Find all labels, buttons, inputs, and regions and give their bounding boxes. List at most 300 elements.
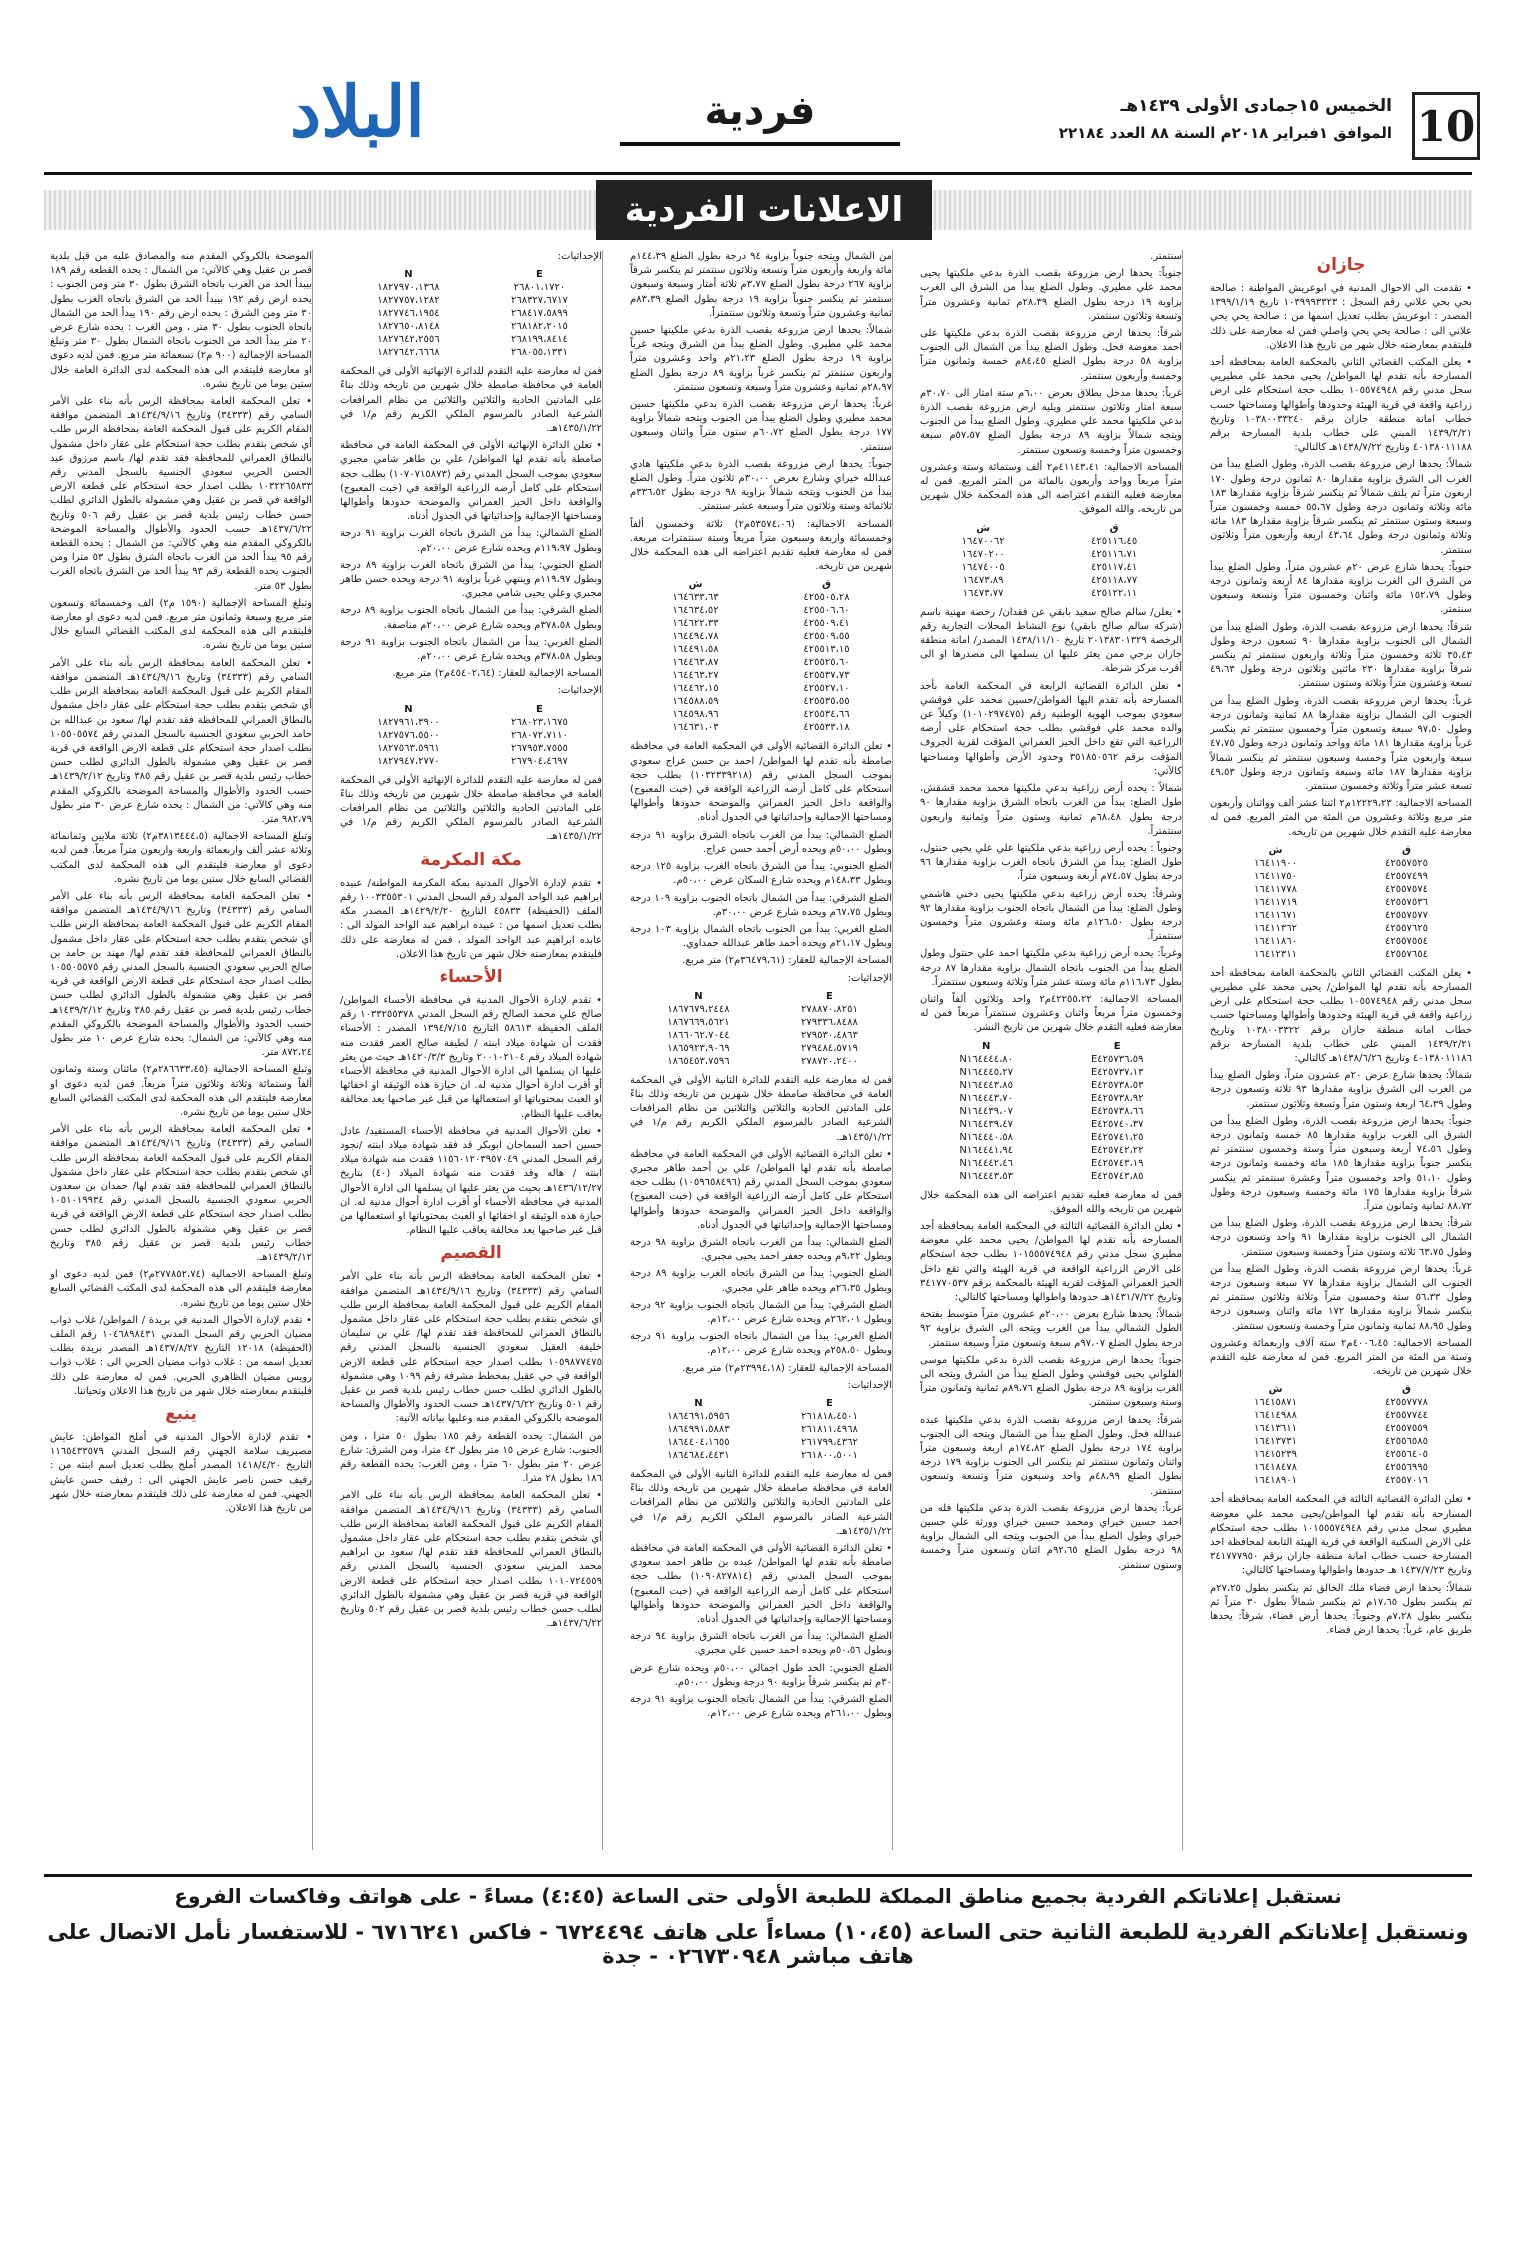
coordinate-cell: ٤٢٥٥٦٥٨٥: [1385, 1436, 1428, 1448]
city-heading: جازان: [1316, 255, 1366, 275]
table-row: [1210, 909, 1472, 922]
coordinate-cell: ٤٢٥٥٠٦،٦٠: [803, 605, 850, 617]
coordinates-header: E: [536, 269, 543, 281]
coordinates-header-row: [340, 268, 602, 281]
ad-paragraph: • تعلن المحكمة العامة بمحافظة الرس بأنه بناء على الأمر السامي رقم (٣٤٣٣٣) وتاريخ ١٤٣٤/٩/١٦هـ المتضمن موافقة المقام الكريم على قبول المحكمة العامة بمحافظة الرس طلب أي شخص بتقدم بطلب حجة استحكام على عقار داخل مشمول بالنطاق العمراني للمحافظة فقد تقدم لها/ مهند بن حامد بن صالح الحربي سعودي الجنسية بالسجل المدني رقم ١٠٥٥٠٥٥٧٥ بطلب اصدار حجة استحكام على قطعة الارض الواقعة في قرية قصر بن عقيل وهي مشمولة بالطول الدائري لطلب حسن خطاب رئيس بلدية قصر بن عقيل رقم ٣٨٥ وتاريخ ١٤٣٩/٢/١٢هـ حسب الحدود والأطوال والمساحة الموضحة بالكروكي المقدم منه وهي كالآتي: من الشمال: يحده شارع عرض ١٠ متر بطول ٨٧٢،٢٤ متر.: [50, 890, 312, 1059]
table-row: [920, 1170, 1182, 1183]
coordinate-cell: ٤٢٥٥١٣،١٥: [803, 644, 850, 656]
ad-paragraph: الضلع الغربي: يبدأ من الشمال باتجاه الجنوب بزاوية ٩١ درجة وبطول ٢٥٨،٥٠م ويحده شارع عرض ١٢،٠٠م.: [630, 1331, 892, 1357]
city-heading: القصيم: [440, 1243, 502, 1264]
coordinate-cell: ١٨٦٥٤٥٣،٧٥٩٦: [667, 1055, 730, 1067]
table-row: [630, 1436, 892, 1449]
coordinate-cell: ١٨٢٧٧٤٦،١٩٥٤: [377, 308, 440, 320]
coordinate-cell: ١٨٢٧٦٥٠،٨١٤٨: [377, 321, 440, 333]
coordinate-cell: ١٦٤١١٧٧٨: [1254, 883, 1297, 895]
coordinate-cell: E٤٢٥٧٣٧،١٣: [1090, 1066, 1144, 1078]
ad-paragraph: شمالاً: يحدها ارض فضاء ملك الخالق ثم ينكسر بطول ٢٧،٢٥م ثم ينكسر بطول ١٧،٦٥م ثم ينكسر شمالاً بطول ٣٠ متراً ثم ينكسر بطول ٧،٢٨م وجنوباً: يحدها أرض فضاء، شرقاً: يحدها طريق عام، غرباً: يحدها ارض فضاء.: [1210, 1582, 1473, 1637]
coordinate-cell: ١٨٢٧٩٧٠،١٣٦٨: [377, 282, 440, 294]
coordinate-cell: ٤٢٥٥٦٩٩٥: [1385, 1462, 1428, 1474]
coordinates-table: [340, 268, 602, 359]
coordinates-header: N: [404, 269, 413, 281]
coordinate-cell: ١٦٤٦٣١،٠٣: [672, 722, 719, 734]
coordinate-cell: ٢٦٨١٩٩،٨٤١٤: [510, 334, 568, 346]
coordinate-cell: ٤٢٥٥٧٥٣٦: [1385, 896, 1428, 908]
section-underline: [620, 142, 900, 146]
coordinates-header: ش: [1268, 844, 1283, 856]
coordinates-header-row: [920, 522, 1182, 535]
coordinate-cell: ٢٧٩٤٨٤،٥٧١٩: [800, 1042, 858, 1054]
coordinate-cell: ١٦٤١١٩٠٠: [1254, 857, 1297, 869]
table-row: [1210, 1474, 1472, 1487]
table-row: [630, 1042, 892, 1055]
ad-paragraph: • تعلن المحكمة العامة بمحافظة الرس بأنه بناء على الأمر السامي رقم (٣٤٣٣٣) وتاريخ ١٤٣٤/٩/١٦هـ المتضمن موافقة المقام الكريم على قبول المحكمة العامة بمحافظة الرس طلب أي شخص بتقدم بطلب حجة استحكام على عقار داخل مشمول بالنطاق العمراني للمحافظة فقد تقدم لها/ علي بن سليمان خليفة العقيل سعودي الجنسية بالسجل المدني رقم ١٠٥٩٨٧٧٤٧٥ بطلب اصدار حجة استحكام على قطعة الارض الواقعة في حي عقيل بمخطط مشرفة رقم ١٠٩٩ وهي مشمولة بالطول الدائري لطلب حسن خطاب رئيس بلدية قصر بن عقيل رقم ٥٠١ وتاريخ ١٤٣٧/٦/٢٢هـ حسب الحدود والأطوال والمساحة الموضحة بالكروكي المقدم منه وعليها بياناته الآتية:: [340, 1271, 602, 1425]
ad-paragraph: فمن له معارضة عليه التقدم للدائرة الثانية الأولى في المحكمة العامة في محافظة صامطة خلال شهرين من تاريخه وذلك بناءً على المادتين الحادية والثلاثين والثلاثين من نظام المرافعات الشرعية الصادر بالمرسوم الملكي الكريم رقم م/١ في ١٤٣٥/١/٢٢هـ.: [630, 1074, 893, 1143]
ad-paragraph: شمالاً: يحدها شارع عرض ٢٠م عشرون متراً، وطول الضلع يبدأ من الغرب الى الشرق بزاوية مقدارها ٩٣ ثلاثة وتسعون درجة وطول ٦٤،٣٩ اربعة وستون متراً وتسعة وثلاثون سنتمتر.: [1210, 1070, 1472, 1110]
coordinate-cell: ٢٦٨٠٢٣،١٦٧٥: [510, 716, 568, 728]
table-row: [1210, 896, 1472, 909]
table-row: [340, 729, 602, 742]
ad-paragraph: • تقدمت الى الاحوال المدنية في ابوعريش المواطنة : صالحة بحي بحي علاني رقم السجل : ١٠٣٩٩٩٣٣٢٣ تاريخ ١٣٩٩/١/١٩ المصدر : ابوعريش بطلب تعديل اسمها من : صالحة يحي يحي علاني الى : صالحة يحي يحي واصلي فمن له معارضة على ذلك فليتقدم بمعارضته خلال شهر من تاريخ هذا الاعلان.: [1210, 283, 1472, 351]
coordinate-cell: ١٦٤١٢٣١١: [1254, 948, 1297, 960]
date-line: الخميس ١٥جمادى الأولى ١٤٣٩هـ: [1120, 96, 1392, 116]
ad-paragraph: غرباً: يحدها مدخل بطلاق بعرض ٦،٠٠م ستة امتار الى ٣٠،٧٠م سبعة امتار وثلاثون سنتمتر ويليه ارض مزروعة بقصب الذرة بدعي ملكيتها محمد علي مطيري. وطول الضلع يبدأ من الجنوب ويتجه شمالاً بزاوية ٨٩ درجة بطول الضلع ٥٧،٥٧م سبعة وخمسون متراً وخمسة وتسعون سنتمتر.: [920, 387, 1183, 456]
table-row: [920, 1144, 1182, 1157]
issue-line: الموافق ١فبراير ٢٠١٨م السنة ٨٨ العدد ٢٢١٨٤: [1058, 124, 1392, 142]
table-row: [630, 1016, 892, 1029]
coordinate-cell: ٢٦١٨١١،٤٩٦٨: [800, 1423, 858, 1435]
table-row: [920, 587, 1182, 600]
table-row: [340, 320, 602, 333]
ad-paragraph: فمن له معارضة عليه التقدم للدائرة الإنهائية الأولى في المحكمة العامة في محافظة صامطة خلال شهرين من تاريخه وذلك بناءً على المادتين الحادية والثلاثين والثلاثين من نظام المرافعات الشرعية الصادر بالمرسوم الملكي الكريم رقم م/١ في ١٤٣٥/١/٢٢هـ.: [340, 774, 603, 843]
coordinate-cell: ٤٢٥١٢٢،١١: [1091, 587, 1138, 599]
ad-paragraph: • تعلن الدائرة القضائية الأولى في المحكمة العامة في محافظة صامطة بأنه تقدم لها المواطن/ علي بن أحمد طاهر مجبري سعودي بموجب السجل المدني رقم (١٠٥٩٦٥٨٤٩٦) بطلب حجة استحكام على كامل أرضه الزراعية الواقعة في (خبت المعبوج) والواقعة داخل الحيز العمراني والموضحة حدودها وأطوالها ومساحتها الإجمالية وإحداثياتها في الجدول أدناه.: [630, 1148, 892, 1231]
coordinate-cell: ١٦٤١١٧٥٠: [1254, 870, 1297, 882]
table-row: [920, 1092, 1182, 1105]
column-3: [630, 250, 892, 1850]
coordinates-header-row: [340, 703, 602, 716]
column-1: [1210, 250, 1472, 1850]
page-number: 10: [1412, 92, 1480, 160]
city-heading: ينبع: [165, 1404, 197, 1425]
coordinate-cell: ١٨٦٥٩٢٣،٩٠٦٩: [667, 1042, 730, 1054]
table-row: [920, 1118, 1182, 1131]
table-row: [340, 294, 602, 307]
coordinates-header: E: [1113, 1040, 1121, 1052]
coordinate-cell: ٤٢٥١١٦،٧١: [1091, 548, 1138, 560]
coordinates-table: [630, 578, 892, 734]
ad-paragraph: الضلع الشمالي: يبدأ من الغرب باتجاه الشرق بزاوية ٩٤ درجة وبطول ٥٠،٥٦م ويحده احمد حسين علي مجبري.: [630, 1631, 892, 1657]
city-heading: مكة المكرمة: [420, 849, 522, 870]
ad-paragraph: • تعلن الدائرة القضائية الرابعة في المحكمة العامة بأحد المسارحة بأنه تقدم اليها المواطن/حسين محمد علي فوقشي سعودي بموجب الهوية الوطنية رقم (١٠١٠٢٩٧٤٧٥) وكيلاً عن والده محمد علي فوقشي بطلب حجة استحكام على أرضه الزراعية التي تقع داخل الحيز العمراني المؤقت لقرية الجروف المؤقت برقم ٣٥١٨٥٠٥٦٢ وحدود الأرض وأطوالها ومساحتها كالآتي:: [920, 680, 1182, 777]
ad-paragraph: وتبلغ المساحة الاجمالية (٣٨١٣٤٤٤،٥م٢) ثلاثة ملايين وثمانمائة وثلاثة عشر ألف واربعمائة واربعة واربعون متراً مربعاً. فمن لديه دعوى او معارضة فليتقدم الى هذه المحكمة لدى المكتب القضائي السابع خلال ستين يوما من تاريخ نشره.: [50, 831, 312, 885]
ad-paragraph: سنتمتر.: [1150, 251, 1182, 262]
table-row: [630, 1029, 892, 1042]
column-2: [920, 250, 1182, 1850]
ad-paragraph: شرقاً: يحدها ارض مزروعة بقصب الذرة بدعي ملكيتها عبده عبدالله فحل. وطول الضلع يبدأ من الشمال ويتجه الى الجنوب بزاوية ١٧٤ درجة بطول الضلع ١٧٤،٨٢م اربعة وسبعون متراً واثنان وثمانون سنتمتر ثم ينكسر الى الجنوب بزاوية ١٧٩ درجة بطول الضلع ٤٨،٩٩م واحد وسبعون متراً وتسعة وتسعون سنتمتر.: [920, 1414, 1182, 1497]
coordinate-cell: ١٨٢٧٥٦٣،٥٩٦١: [377, 742, 440, 754]
coordinate-cell: ٤٢٥٥٧٧٧٨: [1385, 1397, 1428, 1409]
ad-paragraph: • تقدم لإدارة الأحوال المدنية في بريدة / المواطن/ غلاب ذواب مضيان الحربي رقم السجل المدني ١٠٤٦٨٩٨٤٣١ رقم الملف (الحفيظة) ١٢٠١٨ التاريخ ١٤٣٧/٨/٢٧هـ المصدر بريدة بطلب تعديل اسمه من : غلاب ذواب مضيان الحربي الى : غلاب ذواب رويس مضيان الظاهري الحربي. فمن له معارضة على ذلك فليتقدم بمعارضته خلال شهر من تاريخ هذا الاعلان وتحياتنا.: [50, 1314, 312, 1397]
ad-paragraph: المساحة الإجمالية للعقار: (٤٥٤٠٢،٦٤م٢) متر مربع.: [392, 668, 602, 680]
coordinate-cell: ٢٧٩٣٣٦،٨٤٨٨: [800, 1016, 858, 1028]
coordinate-cell: ١٦٤٦٣٣،٦٣: [672, 592, 719, 604]
ad-paragraph: جنوباً: يحدها ارض مزروعة بقصب الذرة بدعي ملكيتها موسى الفلواني يحيى فوقشي وطول الضلع يبدأ من الشرق ويتجه الى الغرب بزاوية ٨٩ درجة بطول الضلع ٨٩،٧٦م ثمانية وثمانون متراً وستة وسبعون سنتمتر.: [920, 1354, 1183, 1409]
coordinate-cell: E٤٢٥٧٣٦،٥٩: [1090, 1053, 1144, 1065]
table-row: [630, 1423, 892, 1436]
coordinate-cell: N١٦٤٤٣٩،٠٧: [959, 1105, 1014, 1117]
table-row: [340, 307, 602, 320]
coordinate-cell: ١٦٤١١٧١٩: [1254, 896, 1297, 908]
ad-paragraph: المساحة الإجمالية للعقار: (٣٦٤٧٩،٦١م٢) متر مربع.: [682, 955, 892, 967]
coordinate-cell: ١٦٤١٨٤٧٨: [1254, 1462, 1297, 1474]
coordinate-cell: N١٦٤٤٤٠،٥٨: [959, 1131, 1014, 1143]
table-row: [1210, 1396, 1472, 1409]
coordinate-cell: ١٦٤١٥٢٣٩: [1254, 1449, 1297, 1461]
coordinate-cell: ٢٧٨٨٧٠،٨٢٥١: [800, 1003, 858, 1015]
coordinate-cell: ٢٦١٨٠٠،٥٠٠١: [800, 1449, 858, 1461]
coordinate-cell: ٤٢٥٥٣٧،٧٣: [803, 670, 850, 682]
coordinate-cell: ١٨٦٤٤٠٤،١٦٥٥: [667, 1436, 730, 1448]
section-title: فردية: [704, 88, 816, 134]
ad-paragraph: شمالاً : يحده أرض زراعية بدعي ملكيتها محمد محمد قشقش، طول الضلع: يبدأ من الغرب باتجاه الشرق بزاوية مقدارها ٩٠ درجة بطول ٦٨،٤٨م ثمانية وستون متراً وثمانية واربعون سنتمتراً.: [920, 783, 1183, 837]
ad-paragraph: • تعلن الدائرة الإنهائية الأولى في المحكمة العامة في محافظة صامطة بأنه تقدم لها المواطن/ علي بن طاهر شامي مجبري سعودي بموجب السجل المدني رقم (١٠٧٠٧١٥٨٧٣) بطلب حجة استحكام على كامل أرضه الزراعية الواقعة في (خبت المعبوج) والواقعة داخل الحيز العمراني والموضحة حدودها وأطوالها ومساحتها الإجمالية وإحداثياتها في الجدول أدناه.: [340, 440, 602, 523]
ad-paragraph: الضلع الشرقي: يبدأ من الشمال باتجاه الجنوب بزاوية ٩٢ درجة وبطول ٢٦٢،٠١م ويحده شارع عرض ١٢،٠٠م.: [630, 1299, 892, 1325]
table-row: [1210, 1461, 1472, 1474]
coordinates-header: E: [536, 703, 543, 715]
coordinates-header: ش: [976, 522, 991, 534]
ad-paragraph: شمالاً: يحدها ارض مزروعة بقصب الذرة بدعي ملكيتها حسين محمد علي مطيري. وطول الضلع يبدأ من الشرق ويتجه غرباً بزاوية ١٩ درجة بطول الضلع ٢١،٢٣م واحد وعشرون متراً واربعون سنتمتر ثم ينكسر غرباً بزاوية ٨٩ درجة بطول الضلع ٢٨،٩٧م ثمانية وعشرون متراً وسبعة وتسعون سنتمتر.: [630, 325, 893, 393]
coordinate-cell: ٢٦٨٠٥٥،١٣٣١: [510, 347, 568, 359]
coordinate-cell: ١٦٤٧٠٠٦٢: [961, 535, 1005, 547]
coordinates-header: ق: [822, 579, 831, 591]
table-row: [1210, 1422, 1472, 1435]
ad-paragraph: وغرباً: يحده أرض زراعية بدعي ملكيتها احمد علي حنتول وطول الضلع يبدأ من الجنوب باتجاه الشمال بزاوية مقدارها ٨٧ درجة بطول ١١٦،٧٣م مائة وستة عشر متراً وثلاثة وسبعون سنتمتراً.: [920, 948, 1182, 988]
coordinate-cell: ١٦٤٤٩١،٥٨: [672, 644, 719, 656]
coordinate-cell: N١٦٤٤٤١،٩٤: [959, 1144, 1014, 1156]
coordinate-cell: N١٦٤٤٤٣،٧٠: [959, 1092, 1014, 1104]
table-row: [630, 695, 892, 708]
table-row: [630, 591, 892, 604]
ad-paragraph: الإحداثيات:: [557, 685, 602, 697]
coordinates-header-row: [630, 578, 892, 591]
coordinate-cell: ٤٢٥٥٣٤،٦٦: [803, 709, 850, 721]
coordinate-cell: ٤٢٥٥٢٥،٦٠: [803, 657, 850, 669]
ad-paragraph: • تعلن الدائرة القضائية الأولى في المحكمة العامة في محافظة صامطة بأنه تقدم لها المواطن/ احمد بن حسن عراج سعودي بموجب السجل المدني رقم (١٠٣٢٣٣٩٢١٨) بطلب حجة استحكام على كامل أرضه الزراعية الواقعة في (خبت المعبوج) والواقعة داخل الحيز العمراني والموضحة حدودها وأطوالها ومساحتها الإجمالية وإحداثياتها في الجدول أدناه.: [630, 741, 892, 824]
ad-paragraph: جنوباً: يحدها ارض مزروعة بقصب الذرة بدعي ملكيتها يحيى محمد علي مطيري. وطول الضلع يبدأ من الشرق الى الغرب بزاوية ١٩ درجة بطول الضلع ٢٨،٣٩م ثمانية وعشرون متراً وتسعة وثلاثون سنتمتر.: [920, 268, 1182, 322]
table-row: [1210, 1448, 1472, 1461]
coordinate-cell: ١٦٤٥٨٨،٥٩: [672, 696, 719, 708]
coordinate-cell: ١٦٤١٥٨٧١: [1254, 1397, 1297, 1409]
table-row: [1210, 1435, 1472, 1448]
ad-paragraph: الضلع الشمالي: يبدأ من الغرب باتجاه الشرق بزاوية ٩٨ درجة وبطول ٩،٢٢م ويحده جعفر احمد يحيى مجبري.: [630, 1236, 892, 1263]
coordinate-cell: ١٦٤٤٦٣،٢٧: [672, 670, 719, 682]
table-row: [920, 535, 1182, 548]
coordinate-cell: N١٦٤٤٤٤،٨٠: [959, 1053, 1014, 1065]
coordinate-cell: ١٦٤٧٤٠٠٥: [961, 561, 1005, 573]
table-row: [340, 742, 602, 755]
coordinate-cell: ٢٦٨١٨٢،٢٠١٥: [510, 321, 568, 333]
table-row: [630, 682, 892, 695]
coordinate-cell: N١٦٤٤٤٣،٥٣: [959, 1170, 1014, 1182]
table-row: [920, 1053, 1182, 1066]
table-row: [340, 281, 602, 294]
coordinates-table: [1210, 1383, 1472, 1487]
coordinates-table: [340, 703, 602, 768]
ad-paragraph: الضلع الشرقي: يبدأ من الشمال باتجاه الجنوب بزاوية ١٠٩ درجة وبطول ٦٧،٧٥م ويحده شارع عرض ٣٠،٠٠م.: [630, 892, 892, 918]
table-row: [630, 617, 892, 630]
coordinate-cell: ٤٢٥٥٧٥٥٤: [1385, 935, 1428, 947]
ad-paragraph: وتبلغ المساحة الاجمالية (٢٨٦٦٣٣،٤٥م٢) مائتان وستة وثمانون ألفاً وستمائة وثلاثة وثلاثون متراً مربعاً. فمن لديه دعوى او معارضة فليتقدم الى هذه المحكمة لدى المكتب القضائي السابع خلال ستين يوما من تاريخ نشره.: [50, 1064, 312, 1118]
ad-paragraph: وشرقاً: يحده أرض زراعية بدعي ملكيتها يحيى دخني هاشمي وطول الضلع: يبدأ من الشمال باتجاه الجنوب بزاوية مقدارها ٩٢ درجة بطول ١٢٦،٥٠م مائة وستة وعشرون متراً وخمسون سنتمتراً.: [920, 888, 1182, 943]
coordinate-cell: N١٦٤٤٤٣،٨٥: [959, 1079, 1014, 1091]
ad-paragraph: الإحداثيات:: [847, 1379, 892, 1391]
coordinate-cell: ١٨٢٧٦٤٢،٢٥٥٦: [377, 334, 440, 346]
coordinate-cell: ٢٦٧٩٠٤،٤٦٩٧: [510, 755, 568, 767]
coordinates-header-row: [630, 990, 892, 1003]
coordinates-header: E: [826, 1397, 833, 1409]
table-row: [340, 333, 602, 346]
ad-paragraph: الضلع الجنوبي: يبدأ من الشرق باتجاه الغرب بزاوية ١٢٥ درجة وبطول ١٤٨،٣٣م ويحده شارع السكان عرض ٥٠،٠٠م.: [630, 861, 892, 887]
ad-paragraph: من الشمال ويتجه جنوباً بزاوية ٩٤ درجة بطول الضلع ١٤٤،٣٩م مائة واربعة وأربعون متراً وتسعة وثلاثون سنتمتر ثم ينكسر شرقاً بزاوية ٢٦٧ درجة بطول الضلع ٣،٧٧م ثلاثة أمتار وسبعة وسبعون سنتمتر ثم ينكسر جنوباً بزاوية ١٩ درجة بطول الضلع ٨٣،٣٩م ثمانية وعشرون متراً وتسعة وثلاثون سنتمتراً.: [630, 251, 893, 319]
coordinate-cell: ١٨٦٤٦٩١،٥٩٥٦: [667, 1410, 730, 1422]
coordinate-cell: ٢٦٨٠١،١٧٢٠: [513, 282, 566, 294]
footer-divider: [44, 1874, 1472, 1877]
coordinates-header: ش: [688, 579, 703, 591]
coordinates-table: [920, 1040, 1182, 1183]
ad-paragraph: • تعلن الدائرة القضائية الثالثة في المحكمة العامة بمحافظة أحد المسارحة بأنه تقدم لها المواطن/يحيى محمد علي معوضة مطيري سجل مدني رقم ١٠١٥٥٥٧٤٩٤٨ بطلب حجة استحكام على الارض السكنية الواقعة في قرية الهيئة التابعة لمحافظة احد المسارحة حسب خطاب امانة منطقة جازان برقم ٣٤١٧٧٧٩٥٠ وتاريخ ١٤٣٧/٧/٢٣ هـ حدودها واطوالها ومساحتها كالتالي:: [1210, 1494, 1472, 1577]
coordinate-cell: N١٦٤٤٤٥،٢٧: [959, 1066, 1014, 1078]
coordinates-header: N: [404, 703, 413, 715]
coordinate-cell: ١٨٦٧٦٦٩،٥٦٢١: [667, 1016, 730, 1028]
coordinate-cell: ١٨٢٧٧٥٧،١٢٨٢: [377, 295, 440, 307]
footer-line-first-edition: نستقبل إعلاناتكم الفردية بجميع مناطق المملكة للطبعة الأولى حتى الساعة (٤:٤٥) مساءً - على هواتف وفاكسات الفروع: [174, 1884, 1342, 1908]
coordinate-cell: ٤٢٥٥٧٥٥٩: [1385, 1423, 1428, 1435]
coordinate-cell: ٤٢٥٥٠٩،٤١: [803, 618, 850, 630]
coordinate-cell: N١٦٤٤٣٩،٤٧: [959, 1118, 1014, 1130]
ad-paragraph: الضلع الغربي: يبدأ من الجنوب باتجاه الشمال بزاوية ١٠٣ درجة وبطول ٢١،١٧م ويحده أحمد طاهر عبدالله حمداوي.: [630, 923, 892, 950]
ad-paragraph: • تعلن الأحوال المدنية في محافظة الأحساء المستفيد/ عادل حسين احمد السماحان ابوبكر قد فقد شهادة ميلاد ابنته /نجود رقم السجل المدني ١١٥٦٠١٢٠٣٩٥٧٠٤٩ فقدت منه شهادة ميلاد ابنته / هاله وقد فقدت منه شهادة الميلاد (٤٠) بتاريخ ١٤٣٦/١٢/٢٧هـ بحيث من يعثر عليها ان يسلمها الى ادارة الأحوال المدنية في محافظة الأحساء أو أقرب ادارة أحوال مدنية له. ان حيازة هذه الوثيقة او اخفائها او العبث بمحتوياتها او استعمالها من قبل غير صاحبها يعد مخالفة يعاقب عليها النظام.: [340, 1125, 602, 1237]
coordinate-cell: ٤٢٥١١٧،٤١: [1091, 561, 1138, 573]
table-row: [1210, 857, 1472, 870]
ad-paragraph: شرقاً: يحدها ارض مزروعة بقصب الذرة، وطول الضلع يبدأ من الشمال الى الجنوب بزاوية مقدارها ٩١ واحد وتسعون درجة وطول ٦٣،٧٥ ثلاثة وستون متراً وخمسة وسبعون سنتمتر.: [1210, 1218, 1472, 1258]
ad-paragraph: وتبلغ المساحة الاجمالية (٢٧٧٨٥٢،٧٤م٢) فمن لديه دعوى او معارضة فليتقدم الى هذه المحكمة لدى المكتب القضائي السابع خلال ستين يوما من تاريخ نشره.: [50, 1269, 312, 1309]
logo-text: البلاد: [290, 70, 425, 153]
table-row: [630, 643, 892, 656]
table-row: [630, 604, 892, 617]
ad-paragraph: غرباً: يحدها ارض مزروعة بقصب الذرة، وطول الضلع يبدأ من الجنوب الى الشمال بزاوية مقدارها ٧٧ سبعة وسبعون درجة وطول ٥٦،٣٣ ستة وخمسون متراً وثلاثة وثلاثون سنتمتر ثم ينكسر شمالاً بزاوية مقدارها ١٧٢ مائة واثنان وسبعون درجة وطول ٨٨،٩٥ ثمانية وثمانون متراً وخمسة وتسعون سنتمتر.: [1210, 1263, 1473, 1332]
table-row: [340, 716, 602, 729]
coordinates-header-row: [920, 1040, 1182, 1053]
ad-paragraph: من الشمال: يحده القطعة رقم ١٨٥ بطول ٥٠ مترا ، ومن الجنوب: شارع عرض ١٥ متر بطول ٤٣ مترا، ومن الشرق: شارع عرض ٢٠ متر بطول ٦٠ مترا ، ومن الغرب: يحده القطعة رقم ١٨٦ بطول ٢٨ مترا.: [340, 1430, 602, 1485]
table-row: [920, 574, 1182, 587]
ad-paragraph: جنوباً: يحدها ارض مزروعة بقصب الذرة، وطول الضلع يبدأ من الشرق الى الغرب بزاوية مقدارها ٨٥ خمسة وثمانون درجة وطول ٧٤،٥٦ أربعة وسبعون متراً وستة وخمسون سنتمتر ثم ينكسر جنوباً بزاوية مقدارها ١٨٥ مائة وخمسة وثمانون درجة وطول ٥١،١٠ واحد وخمسون متراً وعشرة سنتمتر ثم ينكسر شرقاً بزاوية مقدارها ١٧٥ مائة وخمسة وسبعون درجة وطول ٨٨،٧٢ ثمانية وثمانون متراً.: [1210, 1115, 1473, 1212]
ad-paragraph: شمالاً: يحدها ارض مزروعة بقصب الذرة، وطول الضلع يبدأ من الغرب الى الشرق بزاوية مقدارها ٨٠ ثمانون درجة وطول ١٧٠ اربعون متراً ثم يلتف شمالاً ثم ينكسر شرقاً بزاوية مقدارها ١٨٣ مائة وثلاثة وثمانون درجة وطول ٥٥،٦٧ خمسة وخمسون متراً وسبعة وستون سنتمتر ثم ينكسر شرقاً بزاوية مقدارها ١٨٣ مائة وثلاثة وثمانون درجة وطول ٤٣،٦٤ اربعة وأربعون متراً وثلاثون سنتمتر.: [1210, 459, 1473, 556]
coordinate-cell: ٢٦٧٩٥٣،٧٥٥٥: [510, 742, 568, 754]
ad-paragraph: فمن له معارضة عليه التقدم للدائرة الإنهائية الأولى في المحكمة العامة في محافظة صامطة خلال شهرين من تاريخه وذلك بناءً على المادتين الحادية والثلاثين والثلاثين من نظام المرافعات الشرعية الصادر بالمرسوم الملكي الكريم رقم م/١ في ١٤٣٥/١/٢٢هـ.: [340, 366, 603, 435]
coordinate-cell: ١٦٤٥٩٨،٩٦: [672, 709, 719, 721]
table-row: [340, 755, 602, 768]
footer-line-second-edition: ونستقبل إعلاناتكم الفردية للطبعة الثانية حتى الساعة (١٠،٤٥) مساءاً على هاتف ٦٧٢٤٤٩٤ - فاكس ٦٧١٦٢٤١ - للاستفسار نأمل الاتصال على هاتف مباشر ٠٢٦٧٣٠٩٤٨ - جدة: [47, 1920, 1469, 1968]
ad-paragraph: المساحة الإجمالية للعقار: (٢٣٩٩٤،١٨م٢) متر مربع.: [682, 1362, 892, 1374]
ad-paragraph: الإحداثيات:: [847, 972, 892, 984]
ad-paragraph: غرباً: يحدها ارض مزروعة بقصب الذرة بدعي ملكيتها حسين محمد مطيري وطول الضلع يبدأ من الجنوب ويتجه شمالاً بزاوية ١٧٧ درجة بطول الضلع ٦٠،٧٢م ستون متراً واثنان وسبعون سنتمتر.: [630, 399, 892, 453]
coordinate-cell: ١٦٤٦٢٢،٣٣: [672, 618, 719, 630]
table-row: [340, 346, 602, 359]
ad-paragraph: الضلع الشمالي: يبدأ من الشرق باتجاه الغرب بزاوية ٩١ درجة وبطول ١١٩،٩٧م ويحده شارع عرض ٢٠،٠٠م.: [340, 528, 602, 554]
ad-paragraph: الموضحة بالكروكي المقدم منه والمصادق عليه من قبل بلدية قصر بن عقيل وهي كالآتي: من الشمال : يحده القطعة رقم ١٨٩ بيبدأ الحد من الغرب باتجاه الشرق بطول ٣٠ متر ومن الجنوب : يحده ارض رقم ١٩٢ بيبدأ الحد من الشرق باتجاه الغرب بطول ٣٠ متر ومن الشرق : يحده ارض رقم ١٩٠ يبدأ الحد من الشمال باتجاه الجنوب بطول ٣٠ متر ، ومن الغرب : يحده شارع عرض ٢٠ متر يبدأ الحد من الجنوب باتجاه الشمال بطول ٣٠ متر وتبلغ المساحة الإجمالية (٩٠٠ م٢) تسعمائة متر مربع. فمن لديه دعوى او معارضة فليتقدم الى هذه المحكمة لدى الدائرة العامة خلال ستين يوما من تاريخ نشره.: [50, 251, 313, 390]
coordinate-cell: ٢٦١٨١٨،٤٥٠١: [800, 1410, 858, 1422]
coordinate-cell: ٤٢٥٥٣٥،٥٥: [803, 696, 850, 708]
coordinate-cell: ١٨٢٧٥٧٦،٥٥٠٠: [377, 729, 440, 741]
coordinates-header-row: [1210, 844, 1472, 857]
ad-paragraph: • تقدم لإدارة الأحوال المدنية في محافظة الأحساء المواطن/ صالح علي محمد الصالح رقم السجل المدني ١٠٣٣٢٥٥٣٧٨ رقم الملف الحفيظة ٥٨٦١٣ التاريخ ١٣٩٤/٧/١٥ المصدر : الأحساء فقدت أن شهادة ميلاد ابنته / لطيفة صالح العمر فقدت منه شهادة الميلاد رقم ٢٠٠١٠٢١٠٤ وتاريخ ١٤٢٠/٣/٣هـ حيث من يعثر عليها ان يسلمها الى ادارة الأحوال المدنية في محافظة الأحساء أو أقرب ادارة أحوال مدنية له. ان حيازة هذه الوثيقة او اخفائها او العبث بمحتوياتها او استعمالها من قبل غير صاحبها يعد مخالفة يعاقب عليها النظام.: [340, 994, 602, 1120]
coordinates-header: ق: [1402, 1384, 1411, 1396]
ad-paragraph: الضلع الجنوبي: الحد طول اجمالي ٥٠،٠٠م ويحده شارع عرض ٣٠م ثم ينكسر شرقاً بزاوية ٩٠ درجة وبطول ٥٠،٠٠م.: [630, 1662, 892, 1688]
coordinate-cell: ٤٢٥٥٧٧٤٤: [1385, 1410, 1428, 1422]
ad-paragraph: وجنوباً : يحده أرض زراعية بدعي ملكيتها علي علي يحيى حنتول، طول الضلع: يبدأ من الشرق باتجاه الغرب بزاوية مقدارها ٩٦ درجة بطول ٧٤،٥٧م أربعة وسبعون متراً.: [920, 842, 1182, 883]
coordinate-cell: ١٦٤١١٦٧١: [1254, 909, 1297, 921]
coordinate-cell: N١٦٤٤٤٢،٤٦: [959, 1157, 1014, 1169]
coordinate-cell: ٤٢٥٥٢٧،١٠: [803, 683, 850, 695]
coordinate-cell: E٤٢٥٧٣٨،٦٦: [1090, 1105, 1144, 1117]
table-row: [920, 1066, 1182, 1079]
ad-paragraph: الضلع الجنوبي: يبدأ من الشرق باتجاه الغرب بزاوية ٨٩ درجة وبطول ١١٩،٩٧م وينتهي غرباً بزاوية ٩١ درجة ويحده حسن طاهر مجبري وعلي يحيى شامي مجبري.: [340, 559, 602, 600]
coordinate-cell: ٤٢٥٥٧٥٢٥: [1385, 857, 1428, 869]
coordinate-cell: ٤٢٥٥٠٩،٥٥: [803, 631, 850, 643]
table-row: [630, 1055, 892, 1068]
ad-paragraph: • تعلن المحكمة العامة بمحافظة الرس بأنه بناء على الأمر السامي رقم (٣٤٣٣٣) وتاريخ ١٤٣٤/٩/١٦هـ المتضمن موافقة المقام الكريم على قبول المحكمة العامة بمحافظة الرس طلب أي شخص بتقدم بطلب حجة استحكام على عقار داخل مشمول بالنطاق العمراني للمحافظة فقد تقدم لها/ حمدان بن سعدون الحربي سعودي الجنسية بالسجل المدني رقم ١٠٥١٠١٩٩٣٤ بطلب اصدار حجة استحكام على قطعة الارض الواقعة في قرية قصر بن عقيل وهي مشمولة بالطول الدائري لطلب حسن خطاب رئيس بلدية قصر بن عقيل رقم ٣٨٥ وتاريخ ١٤٣٩/٢/١٢هـ.: [50, 1124, 312, 1264]
table-row: [630, 1003, 892, 1016]
ad-paragraph: المساحة الاجمالية: ٤١١٤٣،٤١م٢ ألف وستمائة وستة وعشرون متراً مربعاً وواحد وأربعون بالمائة من المتر المربع. فمن له معارضة فعليه التقدم اعتراضه الى هذه المحكمة خلال شهرين من تاريخه، والله الموفق.: [920, 461, 1183, 516]
city-heading: الأحساء: [439, 966, 503, 987]
coordinate-cell: ٤٢٥٥٧٤٩٩: [1385, 870, 1428, 882]
coordinate-cell: ٢٦٨٠٧٢،٧١١٠: [510, 729, 568, 741]
ad-paragraph: • تعلن المحكمة العامة بمحافظة الرس بأنه بناء على الأمر السامي رقم (٣٤٣٣٣) وتاريخ ١٤٣٤/٩/١٦هـ المتضمن موافقة المقام الكريم على قبول المحكمة العامة بمحافظة الرس طلب أي شخص بتقدم بطلب حجة استحكام على عقار داخل مشمول بالنطاق العمراني للمحافظة فقد تقدم لها/ سعود بن عبدالله بن حامد الحربي سعودي الجنسية بالسجل المدني رقم ١٠٥٥٠٥٥٧٤ بطلب اصدار حجة استحكام على قطعة الارض الواقعة في قرية قصر بن عقيل وهي مشمولة بالطول الدائري لطلب حسن خطاب رئيس بلدية قصر بن عقيل رقم ٣٨٥ وتاريخ ١٤٣٩/٢/١٢هـ حسب الحدود والأطوال والمساحة الموضحة بالكروكي المقدم منه وهي كالآتي: من الشمال : يحده شارع عرض ٣٠ متر بطول ٩٨٢،٧٩ متر.: [50, 657, 312, 825]
ad-paragraph: جنوباً: يحدها ارض مزروعة بقصب الذرة بدعي ملكيتها هادي عبدالله خيراي وشارع بعرض ٣٠،٠٠م ثلاثون متراً. وطول الضلع يبدأ من الجنوب ويتجه شمالاً بزاوية ٩٨ درجة بطول ٣٣٦،٥٢م ثلاثمائة وستة وثلاثون متراً وسبعة عشر سنتمتر.: [630, 458, 893, 513]
table-row: [630, 669, 892, 682]
coordinate-cell: E٤٢٥٧٣٨،٥٣: [1090, 1079, 1144, 1091]
ad-paragraph: • تعلن المحكمة العامة بمحافظة الرس بأنه بناء على الأمر السامي رقم (٣٤٣٣٣) وتاريخ ١٤٣٤/٩/١٦هـ المتضمن موافقة المقام الكريم على قبول المحكمة العامة بمحافظة الرس طلب أي شخص بتقدم بطلب حجة استحكام على عقار داخل مشمول بالنطاق العمراني للمحافظة فقد تقدم لها/ باسم مرزوق عيد الحسن الحربي سعودي الجنسية بالسجل المدني رقم ١٠٣٢٢٦٥٨٣٣ بطلب اصدار حجة استحكام على قطعة الارض الواقعة في قصر بن عقيل وهي مشمولة بالطول الدائري لطلب حسن خطاب رئيس بلدية قصر بن عقيل رقم ٥٠٦ وتاريخ ١٤٣٧/٦/٢٢هـ حسب الحدود والأطوال والمساحة الموضحة بالكروكي المقدم منه وهي كالآتي: من الشمال : يحده القطعة رقم ٩٥ يبدأ الحد من الغرب باتجاه الشرق بطول ٥٣ مترا ومن الجنوب يحده القطعة رقم ٩٣ يبدأ الحد من الشرق باتجاه الغرب بطول ٥٣ متر.: [50, 396, 313, 592]
coordinate-cell: ٤٢٥١١٨،٧٧: [1091, 574, 1138, 586]
coordinate-cell: ١٨٢٧٦٤٢،٦٦٦٨: [377, 347, 440, 359]
coordinate-cell: ٤٢٥٥٧٦٥٤: [1385, 948, 1428, 960]
ad-paragraph: • تعلن المحكمة العامة بمحافظة الرس بأنه بناء على الامر السامي رقم (٣٤٣٣٣) وتاريخ ١٤٣٤/٩/١٦هـ المتضمن موافقة المقام الكريم على قبول المحكمة العامة بمحافظة الرس طلب أي شخص بتقدم بطلب حجة استحكام على عقار داخل مشمول بالنطاق العمراني للمحافظة فقد تقدم لها/ سعود بن ابراهيم محمد المزيني سعودي الجنسية بالسجل المدني رقم ١٠١٠٧٢٤٥٥٩ بطلب اصدار حجة استحكام على قطعة الارض الواقعة في قرية قصر بن عقيل وهي مشمولة بالطول الدائري لطلب حسن خطاب رئيس بلدية قصر بن عقيل رقم ٥٠٢ وتاريخ ١٤٣٧/٦/٢٢هـ.: [340, 1490, 602, 1630]
ad-paragraph: • تعلن الدائرة القضائية الثالثة في المحكمة العامة بمحافظة أحد المسارحة بأنه تقدم لها المواطن/ يحيى محمد علي معوضة مطيري سجل مدني رقم ١٠١٥٥٥٧٤٩٤٨ بطلب حجة استحكام على الارض الزراعية الواقعة في قرية الهيئة والتي تقع داخل الحيز العمراني المؤقت لقرية الهيئة بالمحكمة برقم ٣٤١٧٧٠٥٣٧ وتاريخ ١٤٣١/٧/٢٢هـ حدودها واطوالها ومساحتها كالتالي:: [920, 1220, 1182, 1303]
table-row: [920, 561, 1182, 574]
ad-paragraph: غرباً: يحدها ارض مزروعة بقصب الذرة بدعي ملكيتها فله من احمد حسين خيراي ومحمد حسين خيراي وورثة علي حسين خيراي وطول الضلع يبدأ من الجنوب ويتجه الى الشمال بزاوية ٩٨ درجة بطول الضلع ٩٢،٦٥م اثنان وتسعون متراً وخمسة وستون سنتمتر.: [920, 1502, 1182, 1571]
ad-paragraph: غرباً: يحدها ارض مزروعة بقصب الذرة، وطول الضلع يبدأ من الجنوب الى الشمال بزاوية مقدارها ٨٨ ثمانية وثمانون درجة وطول ٩٧،٥٠ سبعة وتسعون متراً وخمسون سنتمتر ثم ينكسر غرباً بزاوية مقدارها ١٨١ مائة وواحد وثمانون درجة وطول ٤٧،٧٥ سبعة واربعون متراً وخمسة وسبعون سنتمتر ثم ينكسر شمالاً بزاوية مقدارها ١٨٧ مائة وسبعة وثمانون درجة وطول ٤٩،٥٣ تسعة عشر متراً وثلاثة وخمسون سنتمتر.: [1210, 695, 1472, 792]
banner-title: الاعلانات الفردية: [624, 190, 904, 230]
coordinate-cell: E٤٢٥٧٤٣،٨٥: [1090, 1170, 1144, 1182]
ad-paragraph: جنوباً: يحدها شارع عرض ٢٠م عشرون متراً، وطول الضلع يبدأ من الشرق الى الغرب بزاوية مقدارها ٨٤ أربعة وثمانون درجة وطول ١٥٢،٧٩ مائة واثنان وخمسون متراً وتسعة وسبعون سنتمتر.: [1210, 561, 1472, 616]
coordinate-cell: ١٦٤١٣٦١١: [1254, 1423, 1297, 1435]
coordinates-header-row: [630, 1397, 892, 1410]
ad-paragraph: المساحة الاجمالية: (٥٣٥٧٤،٠٦م٢) ثلاثة وخمسون ألفاً وخمسمائة واربعة وسبعون متراً مربعاً وستة سنتمترات مربعة. فمن له معارضة فعليه تقديم اعتراضه الى هذه المحكمة خلال شهرين من تاريخه.: [630, 518, 892, 573]
coordinate-cell: ١٨٦٤٩٩١،٥٨٨٣: [667, 1423, 730, 1435]
coordinate-cell: E٤٢٥٧٤٣،١٩: [1090, 1157, 1144, 1169]
table-row: [1210, 870, 1472, 883]
coordinate-cell: ٢٧٩٥٣٠،٤٨٦٣: [800, 1029, 858, 1041]
coordinate-cell: E٤٢٥٧٤٠،٣٧: [1090, 1118, 1144, 1130]
ad-paragraph: • تقدم لإدارة الأحوال المدنية بمكة المكرمة المواطنة/ عبيده ابراهيم عبد الواحد المولد رقم السجل المدني ١٠٠٣٣٥٥٣٠١ رقم الملف (الحفيظة) ٤٥٨٣٣ التاريخ ١٤٢٩/٢/٢٠هـ المصدر مكة بطلب تعديل اسمها من : عبيده ابراهيم عبد الواحد المولد الى : عابده ابراهيم عبد الواحد المولد ، فمن له معارضة على ذلك فليتقدم بمعارضته خلال شهر من تاريخ هذا الاعلان.: [340, 877, 602, 960]
ad-paragraph: • يعلن المكتب القضائي الثاني بالمحكمة العامة بمحافظة أحد المسارحة بأنه تقدم لها المواطن/ يحيى محمد علي مطيريي سجل مدني رقم ١٠٥٥٧٤٩٤٨ بطلب حجة استحكام على ارض زراعية واقعة في قرية الهيئة وحدودها وأطوالها ومساحتها حسب خطاب امانة منطقة جازان برقم ١٠٣٨٠٠٣٣٢٤٠ وتاريخ ١٤٣٩/٢/٢١ المبني على خطاب بلدية المسارحة برقم ٤٠١٣٨٠١١١٨٨ وتاريخ ١٤٣٨/٧/٢٢هـ كالتالي:: [1210, 357, 1473, 454]
table-row: [920, 548, 1182, 561]
ad-paragraph: المساحة الاجمالية: ٤٠٠٦،٤٥م٢ ستة آلاف واربعمائة وعشرون وستة من المئة من المتر المربع. فمن له معارضة عليه التقدم خلال شهرين من تاريخه.: [1210, 1337, 1473, 1378]
coordinate-cell: ١٦٤١١٨٦٠: [1254, 935, 1297, 947]
coordinate-cell: ١٦٤١٣٧٣١: [1254, 1436, 1297, 1448]
ad-paragraph: الضلع الشرقي: يبدأ من الشمال باتجاه الجنوب بزاوية ٨٩ درجة وبطول ٣٧٨،٥٨م ويحده شارع عرض ٢٠،٠٠م مناصفة.: [340, 605, 602, 631]
column-5: [50, 250, 312, 1850]
newspaper-logo: [60, 70, 425, 160]
coordinate-cell: ١٦٤٤٦٣،٨٧: [672, 657, 719, 669]
coordinate-cell: ٤٢٥١١٦،٤٥: [1091, 535, 1138, 547]
table-row: [630, 656, 892, 669]
coordinates-header: E: [826, 990, 833, 1002]
table-row: [920, 1105, 1182, 1118]
ad-paragraph: شرقاً: يحدها ارض مزروعة بقصب الذرة بدعي ملكيتها على احمد معوضة فحل. وطول الضلع يبدأ من الشمال الى الجنوب بزاوية ٥٨ درجة بطول الضلع ٨٤،٤٥م خمسة وثمانون متراً وخمسة وأربعون سنتمتر.: [920, 328, 1182, 382]
table-row: [920, 1079, 1182, 1092]
table-row: [920, 1131, 1182, 1144]
ad-paragraph: فمن له معارضة فعليه تقديم اعتراضه الى هذه المحكمة خلال شهرين من تاريخه والله الموفق.: [920, 1189, 1182, 1215]
coordinates-header: N: [694, 990, 703, 1002]
coordinate-cell: ٢٦٨٤١٧،٥٨٩٩: [510, 308, 568, 320]
coordinate-cell: ١٦٤٧٠٢٠٠: [961, 548, 1005, 560]
ad-paragraph: المساحة الاجمالية: ١٢٢٢٩،٢٣م٢ اثنتا عشر ألف وواثنان وأربعون متر مربع وثلاثة وعشرون من المئة من المتر المربع. فمن له معارضة عليه التقدم خلال شهرين من تاريخه.: [1210, 798, 1472, 838]
table-row: [630, 721, 892, 734]
table-row: [1210, 1409, 1472, 1422]
coordinate-cell: ٤٢٥٥٧٦٢٥: [1385, 922, 1428, 934]
ad-paragraph: الضلع الشرقي: يبدأ من الشمال باتجاه الجنوب بزاوية ٩١ درجة وبطول ٢٦١،٠٠م ويحده شارع عرض ١٢،٠٠م.: [630, 1694, 892, 1720]
table-row: [920, 1157, 1182, 1170]
ad-paragraph: الضلع الشمالي: يبدأ من الغرب باتجاه الشرق بزاوية ٩١ درجة وبطول ٥٠،٠٠م ويحده أرض أحمد حسن عراج.: [630, 829, 892, 855]
coordinates-header: N: [694, 1397, 703, 1409]
ad-paragraph: الضلع الغربي: يبدأ من الشمال باتجاه الجنوب بزاوية ٩١ درجة وبطول ٣٧٨،٥٨م ويحده شارع عرض ٢٠،٠٠م.: [340, 636, 602, 663]
coordinate-cell: ٢٦٨٣٢٧،٦٧١٧: [510, 295, 568, 307]
coordinate-cell: ١٨٢٧٩٤٧،٢٧٧٠: [377, 755, 440, 767]
table-row: [630, 630, 892, 643]
coordinate-cell: ١٨٢٧٩٦١،٣٩٠٠: [377, 716, 440, 728]
table-row: [630, 1449, 892, 1462]
coordinates-header-row: [1210, 1383, 1472, 1396]
coordinate-cell: ٤٢٥٥٣٣،١٨: [803, 722, 850, 734]
coordinate-cell: ١٦٤١٤٩٨٨: [1254, 1410, 1297, 1422]
table-row: [1210, 922, 1472, 935]
coordinates-table: [920, 522, 1182, 600]
coordinate-cell: ٢٦١٧٩٩،٤٣٦٢: [800, 1436, 858, 1448]
table-row: [1210, 935, 1472, 948]
coordinate-cell: ١٦٤٤٦٢،١٥: [672, 683, 719, 695]
coordinate-cell: ١٦٤١١٣٦٢: [1254, 922, 1297, 934]
coordinate-cell: ١٨٦٤٦٨٤،٤٤٣١: [667, 1449, 730, 1461]
ad-paragraph: المساحة الاجمالية: ٤٢٢٥٥،٢٢م٢ واحد وثلاثون ألفاً واثنان وخمسون متراً مربعاً واثنان وعشرون سنتمتراً مربعاً فمن له معارضة فعليه التقدم خلال شهرين من تاريخ النشر.: [920, 993, 1183, 1034]
ad-paragraph: الضلع الجنوبي: يبدأ من الشرق باتجاه الغرب بزاوية ٨٩ درجة وبطول ٢٦،٣٥م ويحده طاهر علي مجبري.: [630, 1268, 892, 1294]
ads-columns: [44, 250, 1472, 1850]
ad-paragraph: • تعلن الدائرة القضائية الأولى في المحكمة العامة في محافظة صامطة بأنه تقدم لها المواطن/ عبده بن طاهر احمد سعودي بموجب السجل المدني رقم (١٠٩٠٨٢٧٨١٤) بطلب حجة استحكام على كامل أرضه الزراعية الواقعة في (خبت المعبوج) والواقعة داخل الحيز العمراني والموضحة حدودها وأطوالها ومساحتها الإجمالية وإحداثياتها في الجدول أدناه.: [630, 1543, 892, 1626]
coordinates-table: [630, 990, 892, 1068]
coordinate-cell: ٤٢٥٥٦٤٠٥: [1385, 1449, 1428, 1461]
coordinate-cell: ١٨٦٧٦٧٩،٢٤٤٨: [667, 1003, 730, 1015]
table-row: [1210, 883, 1472, 896]
coordinate-cell: ٤٢٥٥٧٠١٦: [1385, 1475, 1428, 1487]
coordinate-cell: ٤٢٥٥٧٥٧٤: [1385, 883, 1428, 895]
table-row: [630, 708, 892, 721]
coordinate-cell: E٤٢٥٧٣٨،٩٢: [1090, 1092, 1144, 1104]
coordinate-cell: ١٦٤٦٣٤،٥٢: [672, 605, 719, 617]
table-row: [1210, 948, 1472, 961]
coordinate-cell: ٢٧٨٧٢٠،٢٤٠٠: [800, 1055, 858, 1067]
coordinates-header: ق: [1402, 844, 1411, 856]
ad-paragraph: • يعلن المكتب القضائي الثاني بالمحكمة العامة بمحافظة أحد المسارحة بأنه تقدم لها المواطن/ يحيى محمد علي مطيريي سجل مدني رقم ١٠٥٥٧٤٩٤٨ بطلب حجة استحكام على ارض زراعية واقعة في قرية الهيئة وحدودها وأطوالها ومساحتها حسب خطاب امانة منطقة جازان برقم ١٠٣٨٠٠٣٣٢٢ وتاريخ ١٤٣٩/٢/٢١ المبني على خطاب بلدية المسارحة برقم ٤٠١٣٨٠١١١٨٦ وتاريخ ١٤٣٨/٦/٢٦هـ كالتالي:: [1210, 967, 1473, 1064]
